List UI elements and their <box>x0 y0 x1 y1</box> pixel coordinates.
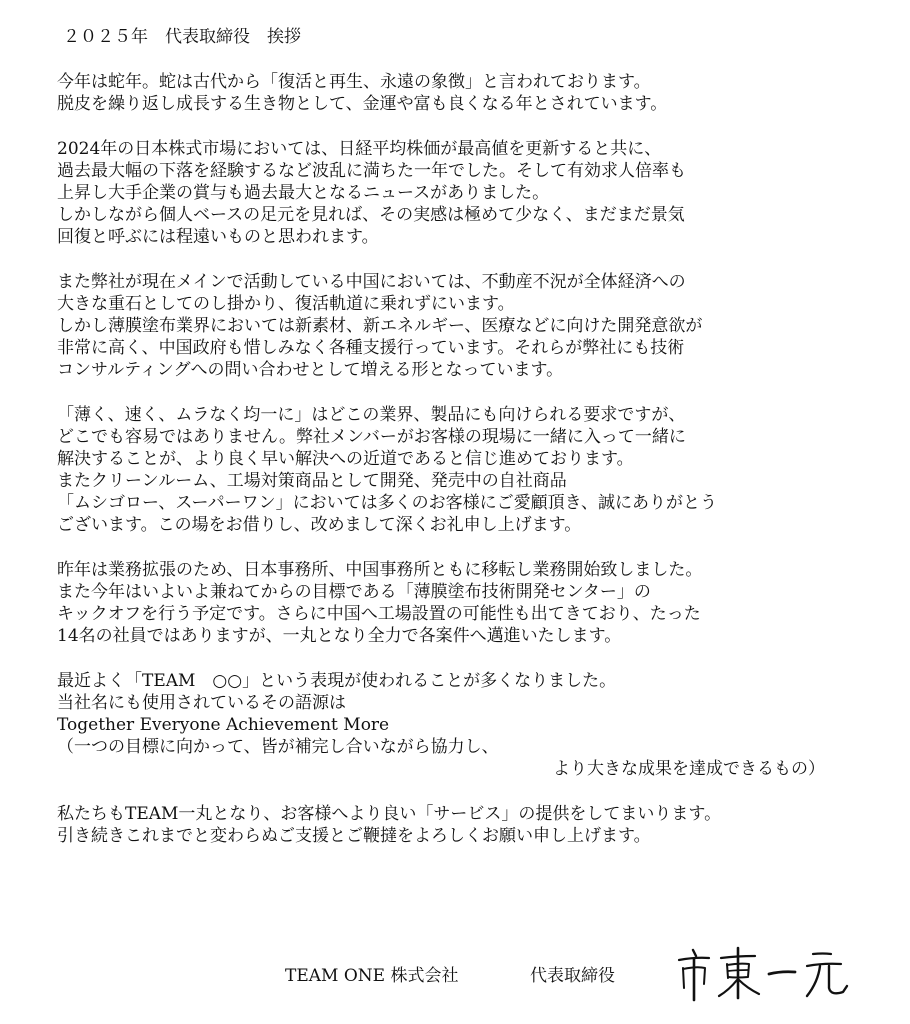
text-line: 非常に高く、中国政府も惜しみなく各種支援行っています。それらが弊社にも技術 <box>57 338 685 358</box>
text-line: 最近よく「TEAM ○○」という表現が使われることが多くなりました。 <box>57 671 617 691</box>
text-line: 過去最大幅の下落を経験するなど波乱に満ちた一年でした。そして有効求人倍率も <box>57 161 686 181</box>
paragraph-closing <box>57 803 897 847</box>
paragraph-japan-market <box>57 138 897 248</box>
paragraph-expansion <box>57 559 897 647</box>
text-line: 「薄く、速く、ムラなく均一に」はどこの業界、製品にも向けられる要求ですが、 <box>57 405 686 425</box>
text-line: 脱皮を繰り返し成長する生き物として、金運や富も良くなる年とされています。 <box>57 94 668 114</box>
text-line: どこでも容易ではありません。弊社メンバーがお客様の現場に一緒に入って一緒に <box>57 427 686 447</box>
paragraph-gap <box>57 248 897 271</box>
text-line: また今年はいよいよ兼ねてからの目標である「薄膜塗布技術開発センター」の <box>57 582 651 602</box>
text-line: 回復と呼ぶには程遠いものと思われます。 <box>57 227 379 247</box>
text-line: Together Everyone Achievement More <box>57 715 390 735</box>
signatory-title: 代表取締役 <box>530 966 615 986</box>
text-line: 上昇し大手企業の賞与も過去最大となるニュースがありました。 <box>57 183 550 203</box>
text-line: 2024年の日本株式市場においては、日経平均株価が最高値を更新すると共に、 <box>57 139 662 159</box>
paragraph-gap <box>57 115 897 138</box>
signature-block <box>285 954 875 1004</box>
greeting-document <box>57 26 897 847</box>
text-line: またクリーンルーム、工場対策商品として開発、発売中の自社商品 <box>57 471 567 491</box>
document-title: ２０２５年 代表取締役 挨拶 <box>63 27 301 47</box>
company-name: TEAM ONE 株式会社 <box>285 966 459 986</box>
text-line: キックオフを行う予定です。さらに中国へ工場設置の可能性も出てきており、たった <box>57 604 701 624</box>
text-line: 今年は蛇年。蛇は古代から「復活と再生、永遠の象徴」と言われております。 <box>57 72 651 92</box>
text-line: 大きな重石としてのし掛かり、復活軌道に乗れずにいます。 <box>57 294 515 314</box>
text-line: 引き続きこれまでと変わらぬご支援とご鞭撻をよろしくお願い申し上げます。 <box>57 826 651 846</box>
text-line: ございます。この場をお借りし、改めまして深くお礼申し上げます。 <box>57 515 582 535</box>
text-line: しかし薄膜塗布業界においては新素材、新エネルギー、医療などに向けた開発意欲が <box>57 316 703 336</box>
handwritten-signature <box>671 944 851 1004</box>
text-line-right-aligned: より大きな成果を達成できるもの） <box>553 759 825 779</box>
text-line: 解決することが、より良く早い解決への近道であると信じ進めております。 <box>57 449 634 469</box>
paragraph-snake-year <box>57 71 897 115</box>
paragraph-gap <box>57 780 897 803</box>
paragraph-gap <box>57 536 897 559</box>
text-line: 昨年は業務拡張のため、日本事務所、中国事務所ともに移転し業務開始致しました。 <box>57 560 703 580</box>
paragraph-gap <box>57 48 897 71</box>
text-line: 「ムシゴロー、スーパーワン」においては多くのお客様にご愛顧頂き、誠にありがとう <box>57 493 717 513</box>
paragraph-china-market <box>57 271 897 381</box>
paragraph-thin-film <box>57 404 897 536</box>
text-line: しかしながら個人ベースの足元を見れば、その実感は極めて少なく、まだまだ景気 <box>57 205 685 225</box>
paragraph-team-meaning <box>57 670 897 780</box>
text-line: （一つの目標に向かって、皆が補完し合いながら協力し、 <box>57 737 499 757</box>
text-line: 私たちもTEAM一丸となり、お客様へより良い「サービス」の提供をしてまいります。 <box>57 804 722 824</box>
text-line: 当社名にも使用されているその語源は <box>57 693 346 713</box>
text-line: 14名の社員ではありますが、一丸となり全力で各案件へ邁進いたします。 <box>57 626 622 646</box>
paragraph-gap <box>57 647 897 670</box>
paragraph-gap <box>57 381 897 404</box>
text-line: コンサルティングへの問い合わせとして増える形となっています。 <box>57 360 564 380</box>
text-line: また弊社が現在メインで活動している中国においては、不動産不況が全体経済への <box>57 272 686 292</box>
